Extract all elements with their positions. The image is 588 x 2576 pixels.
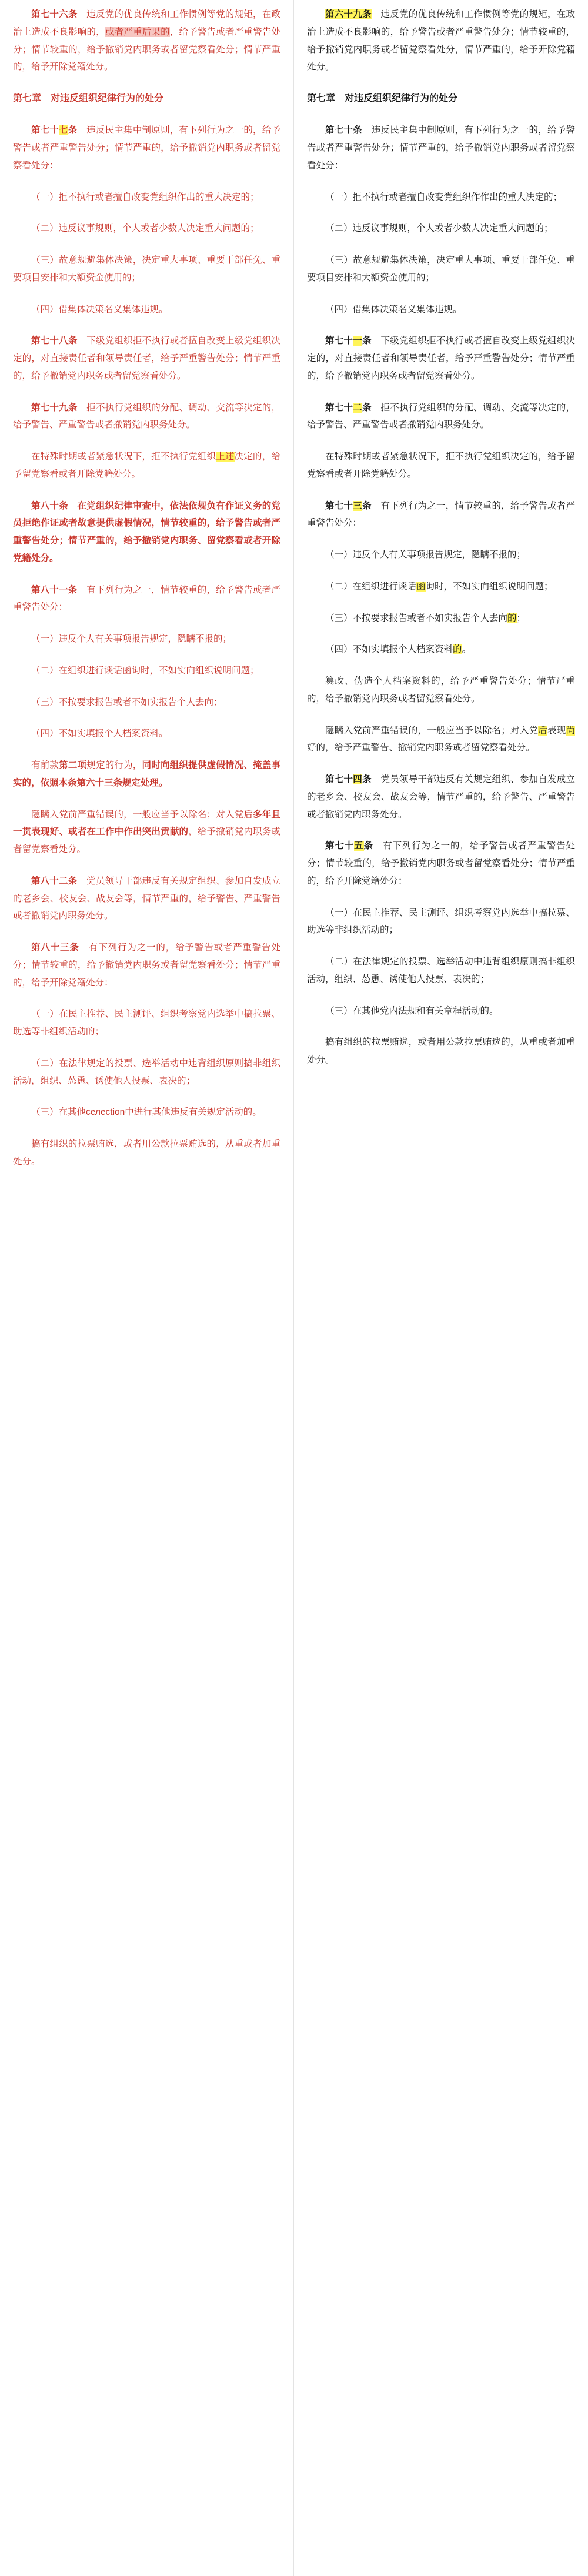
article-paragraph: [13, 252, 280, 287]
text-run: （二）在法律规定的投票、选举活动中违背组织原则搞非组织活动，组织、怂恿、诱使他人投票、表决的；: [13, 1058, 280, 1086]
text-run: 违反党的优良传统和工作惯例等党的规矩，在政治上造成不良影响的，: [13, 9, 280, 37]
text-run: 表现: [547, 725, 566, 736]
article-paragraph: [307, 953, 575, 988]
text-run: 五: [354, 841, 364, 851]
text-run: 违反民主集中制原则，有下列行为之一的，给予警告或者严重警告处分；情节严重的，给予撤销党内职务或者留党察看处分：: [307, 125, 575, 171]
text-run: 决定的，给予留党察看或者开除党籍处分。: [13, 452, 280, 479]
text-run: 函: [416, 581, 426, 592]
text-run: （三）在其他党内法规和有关章程活动的。: [325, 1005, 499, 1016]
text-run: 篡改、伪造个人档案资料的，给予严重警告处分；情节严重的，给予撤销党内职务或者留党察看处分。: [307, 676, 575, 704]
text-run: 第七十八条: [31, 336, 78, 346]
article-paragraph: [307, 837, 575, 890]
article-paragraph: [13, 1055, 280, 1090]
text-run: 二: [353, 402, 362, 413]
text-run: 在特殊时期或者紧急状况下，拒不执行党组织: [31, 452, 216, 462]
article-paragraph: [13, 1104, 280, 1121]
text-run: 第七十: [325, 841, 355, 851]
text-run: 有下列行为之一，情节较重的，给予警告或者严重警告处分：: [13, 584, 280, 613]
text-run: 第八十三条: [31, 943, 79, 953]
text-run: （一）在民主推荐、民主测评、组织考察党内选举中搞拉票、助选等非组织活动的；: [13, 1009, 280, 1037]
text-run: 下级党组织拒不执行或者擅自改变上级党组织决定的，对直接责任者和领导责任者，给予严重警告处分；情节严重的，给予撤销党内职务或者留党察看处分。: [13, 336, 280, 381]
article-paragraph: [307, 448, 575, 483]
text-run: （三）在其他селection中进行其他违反有关规定活动的。: [31, 1107, 262, 1118]
text-run: 条: [362, 402, 372, 413]
article-paragraph: [13, 332, 280, 385]
text-run: 条: [363, 841, 373, 851]
text-run: 第八十一条: [31, 584, 78, 595]
text-run: 第二项: [59, 760, 87, 771]
text-run: 。: [462, 644, 472, 655]
chapter-heading: [13, 90, 280, 108]
text-run: 询时，不如实向组织说明问题；: [425, 581, 553, 592]
article-paragraph: [307, 641, 575, 659]
text-run: （四）不如实填报个人档案资料。: [31, 729, 168, 739]
text-run: （二）在法律规定的投票、选举活动中违背组织原则搞非组织活动，组织、怂恿、诱使他人投票、表决的；: [307, 957, 575, 984]
text-run: 第六十九条: [325, 9, 372, 19]
article-paragraph: [307, 722, 575, 757]
text-run: （二）违反议事规则，个人或者少数人决定重大问题的；: [31, 223, 259, 234]
text-run: 第八十条: [31, 500, 68, 511]
text-run: 规定的行为，: [86, 760, 142, 771]
article-paragraph: [13, 1005, 280, 1041]
text-run: 党员领导干部违反有关规定组织、参加自发成立的老乡会、校友会、战友会等，情节严重的，给予警告、严重警告或者撤销党内职务处分。: [307, 774, 575, 820]
article-paragraph: [307, 122, 575, 174]
text-run: 条: [362, 774, 372, 785]
text-run: 第七章 对违反组织纪律行为的处分: [13, 93, 164, 103]
text-run: 一: [353, 336, 362, 346]
text-run: 第七十: [325, 774, 353, 785]
article-paragraph: [307, 332, 575, 385]
text-run: 第七十: [325, 336, 353, 346]
text-run: 七: [59, 125, 68, 136]
article-paragraph: [13, 806, 280, 858]
article-paragraph: [13, 301, 280, 319]
text-run: 好的，给予严重警告、撤销党内职务或者留党察看处分。: [307, 743, 535, 753]
chapter-heading: [307, 90, 575, 108]
text-run: 有下列行为之一的，给予警告或者严重警告处分；情节较重的，给予撤销党内职务或者留党察看处分；情节严重的，给予开除党籍处分：: [13, 943, 280, 988]
article-paragraph: [307, 497, 575, 533]
text-run: 隐瞒入党前严重错误的，一般应当予以除名；对入党后: [31, 809, 253, 820]
article-paragraph: [13, 725, 280, 743]
text-run: 第七十: [325, 500, 353, 511]
text-run: 搞有组织的拉票贿选，或者用公款拉票贿选的，从重或者加重处分。: [307, 1037, 575, 1065]
text-run: 搞有组织的拉票贿选，或者用公款拉票贿选的，从重或者加重处分。: [13, 1139, 280, 1167]
text-run: 四: [353, 774, 362, 785]
article-paragraph: [307, 301, 575, 319]
text-run: （二）违反议事规则，个人或者少数人决定重大问题的；: [325, 223, 553, 234]
right-column: [294, 0, 588, 2576]
text-run: 多年且一贯表现好、或者在工作中作出突出贡献的: [13, 809, 280, 837]
text-run: （四）借集体决策名义集体违规。: [325, 304, 462, 315]
text-run: 第八十二条: [31, 876, 78, 886]
text-run: 隐瞒入党前严重错误的，一般应当予以除名；对入党: [325, 725, 539, 736]
article-paragraph: [13, 694, 280, 711]
article-paragraph: [13, 757, 280, 792]
text-run: 有下列行为之一的，给予警告或者严重警告处分；情节较重的，给予撤销党内职务或者留党察看处分；情节严重的，给予开除党籍处分：: [307, 841, 575, 886]
article-paragraph: [307, 546, 575, 564]
text-run: 拒不执行党组织的分配、调动、交流等决定的，给予警告、严重警告或者撤销党内职务处分。: [13, 402, 280, 430]
article-paragraph: [307, 578, 575, 596]
text-run: （三）故意规避集体决策，决定重大事项、重要干部任免、重要项目安排和大额资金使用的；: [307, 255, 575, 283]
article-paragraph: [307, 399, 575, 435]
text-run: 有下列行为之一，情节较重的，给予警告或者严重警告处分：: [307, 500, 575, 529]
text-run: 条: [362, 500, 372, 511]
text-run: （一）拒不执行或者擅自改变党组织作作出的重大决定的；: [325, 192, 563, 202]
text-run: 第七十: [31, 125, 59, 136]
text-run: 条: [68, 125, 78, 136]
text-run: 上述: [216, 452, 235, 462]
article-paragraph: [13, 873, 280, 925]
text-run: 三: [353, 500, 362, 511]
text-run: 拒不执行党组织的分配、调动、交流等决定的，给予警告、严重警告或者撤销党内职务处分。: [307, 402, 575, 430]
article-paragraph: [13, 189, 280, 206]
text-run: 第七十九条: [31, 402, 78, 413]
text-run: ，给予撤销党内职务或者留党察看处分。: [13, 827, 280, 855]
text-run: 的: [507, 613, 517, 623]
text-run: 第七十条: [325, 125, 362, 136]
text-run: 或者严重后果的: [105, 26, 170, 37]
article-paragraph: [13, 1135, 280, 1171]
text-run: 下级党组织拒不执行或者擅自改变上级党组织决定的，对直接责任者和领导责任者，给予严重警告处分；情节严重的，给予撤销党内职务或者留党察看处分。: [307, 336, 575, 381]
article-paragraph: [307, 189, 575, 206]
text-run: 有前款: [31, 760, 59, 771]
text-run: （三）不按要求报告或者不如实报告个人去向；: [31, 697, 223, 707]
text-run: （一）在民主推荐、民主测评、组织考察党内选举中搞拉票、助选等非组织活动的；: [307, 907, 575, 935]
text-run: （二）在组织进行谈话: [325, 581, 417, 592]
text-run: （三）不按要求报告或者不如实报告个人去向: [325, 613, 508, 623]
article-paragraph: [13, 939, 280, 991]
text-run: （二）在组织进行谈话函询时，不如实向组织说明问题；: [31, 665, 259, 676]
text-run: （一）拒不执行或者擅自改变党组织作出的重大决定的；: [31, 192, 259, 202]
article-paragraph: [307, 610, 575, 627]
text-run: ；: [516, 613, 526, 623]
text-run: 条: [362, 336, 372, 346]
text-run: 党员领导干部违反有关规定组织、参加自发成立的老乡会、校友会、战友会等，情节严重的，给予警告、严重警告或者撤销党内职务处分。: [13, 876, 280, 921]
article-paragraph: [13, 662, 280, 680]
text-run: 违反党的优良传统和工作惯例等党的规矩，在政治上造成不良影响的，给予警告或者严重警告处分；情节较重的，给予撤销党内职务或者留党察看处分，情节严重的，给予开除党籍处分。: [307, 9, 575, 72]
article-paragraph: [307, 220, 575, 238]
article-paragraph: [13, 630, 280, 648]
article-paragraph: [13, 448, 280, 483]
article-paragraph: [307, 771, 575, 823]
article-paragraph: [13, 6, 280, 76]
article-paragraph: [13, 220, 280, 238]
article-paragraph: [13, 497, 280, 567]
article-paragraph: [307, 252, 575, 287]
text-run: 第七十: [325, 402, 353, 413]
text-run: （三）故意规避集体决策，决定重大事项、重要干部任免、重要项目安排和大额资金使用的；: [13, 255, 280, 283]
text-run: 在党组织纪律审查中，依法依规负有作证义务的党员拒绝作证或者故意提供虚假情况，情节较重的，给予警告或者严重警告处分；情节严重的，给予撤销党内职务、留党察看或者开除党籍处分。: [13, 500, 280, 563]
text-run: 第七十六条: [31, 9, 78, 19]
text-run: （四）借集体决策名义集体违规。: [31, 304, 168, 315]
text-run: 同时向组织提供虚假情况、掩盖事实的，依照本条第六十三条规定处理。: [13, 760, 280, 788]
text-run: 后: [538, 725, 547, 736]
article-paragraph: [307, 673, 575, 708]
article-paragraph: [307, 904, 575, 940]
text-run: （一）违反个人有关事项报告规定，隐瞒不报的；: [31, 634, 232, 644]
text-run: 的: [453, 644, 462, 655]
article-paragraph: [13, 399, 280, 435]
text-run: （四）不如实填报个人档案资料: [325, 644, 453, 655]
article-paragraph: [13, 122, 280, 174]
text-run: 第七章 对违反组织纪律行为的处分: [307, 93, 458, 103]
article-paragraph: [307, 6, 575, 76]
text-run: ，给予警告或者严重警告处分；情节较重的，给予撤销党内职务或者留党察看处分；情节严重的，给予开除党籍处分。: [13, 26, 280, 72]
text-run: 在特殊时期或者紧急状况下，拒不执行党组织决定的，给予留党察看或者开除党籍处分。: [307, 452, 575, 479]
article-paragraph: [13, 582, 280, 617]
article-paragraph: [307, 1003, 575, 1020]
text-run: 违反民主集中制原则，有下列行为之一的，给予警告或者严重警告处分；情节严重的，给予撤销党内职务或者留党察看处分：: [13, 125, 280, 171]
text-run: （一）违反个人有关事项报告规定，隐瞒不报的；: [325, 550, 526, 560]
article-paragraph: [307, 1034, 575, 1069]
text-run: 尚: [566, 725, 575, 736]
